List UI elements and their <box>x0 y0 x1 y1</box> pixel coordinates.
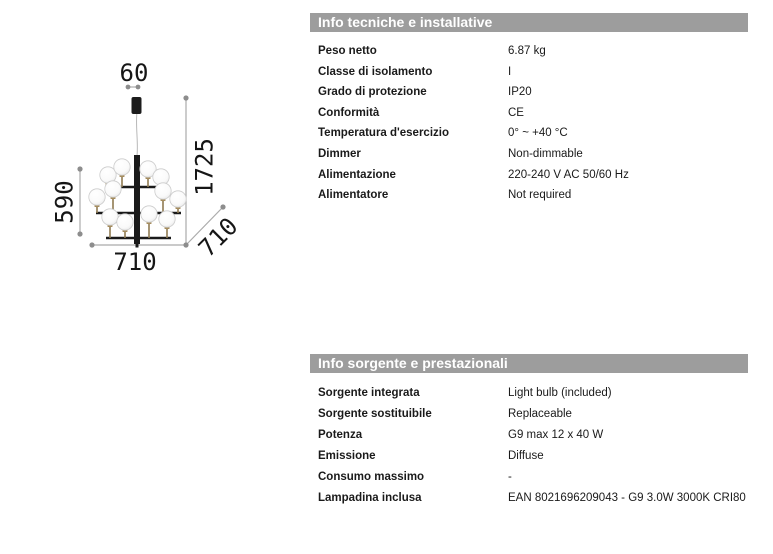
dimension-canopy-width-label: 60 <box>119 59 149 87</box>
section-info-sorgente <box>310 354 748 513</box>
spec-label: Lampadina inclusa <box>318 492 422 504</box>
spec-label: Sorgente integrata <box>318 387 420 399</box>
section-info-tecniche <box>310 13 748 210</box>
dimension-depth-label: 710 <box>193 212 244 263</box>
rod-finial <box>136 244 139 248</box>
spec-value: Light bulb (included) <box>508 387 612 399</box>
spec-value: CE <box>508 106 524 119</box>
spec-value: 6.87 kg <box>508 45 546 57</box>
spec-rows <box>310 387 748 513</box>
spec-row <box>310 450 748 471</box>
spec-label: Alimentazione <box>318 168 396 181</box>
dimension-width-label: 710 <box>113 248 157 276</box>
spec-row <box>310 86 748 107</box>
spec-value: Non-dimmable <box>508 147 583 160</box>
dimension-fixture-height-label: 590 <box>50 180 79 224</box>
spec-row <box>310 45 748 66</box>
central-rod <box>134 155 140 244</box>
spec-row <box>310 429 748 450</box>
spec-label: Emissione <box>318 450 376 462</box>
spec-label: Temperatura d'esercizio <box>318 127 449 140</box>
spec-row <box>310 387 748 408</box>
spec-label: Potenza <box>318 429 363 441</box>
spec-row <box>310 492 748 513</box>
spec-row <box>310 66 748 87</box>
spec-row <box>310 471 748 492</box>
spec-value: G9 max 12 x 40 W <box>508 429 604 441</box>
spec-value: 0° ~ +40 °C <box>508 127 568 140</box>
dimension-overall-height-label: 1725 <box>190 138 219 196</box>
spec-row <box>310 107 748 128</box>
chandelier-fixture <box>89 97 186 248</box>
chandelier-drawing-svg <box>0 0 300 300</box>
spec-row <box>310 127 748 148</box>
spec-label: Classe di isolamento <box>318 65 433 78</box>
spec-label: Dimmer <box>318 147 361 160</box>
spec-label: Grado di protezione <box>318 86 427 99</box>
spec-value: I <box>508 65 512 78</box>
spec-value: 220-240 V AC 50/60 Hz <box>508 168 629 181</box>
spec-label: Peso netto <box>318 45 377 57</box>
spec-label: Conformità <box>318 106 380 119</box>
spec-value: - <box>508 471 512 483</box>
spec-rows <box>310 45 748 210</box>
spec-value: IP20 <box>508 86 532 99</box>
spec-value: Diffuse <box>508 450 544 462</box>
spec-value: Not required <box>508 189 572 202</box>
suspension-wire <box>136 114 137 156</box>
spec-row <box>310 169 748 190</box>
spec-label: Consumo massimo <box>318 471 425 483</box>
spec-row <box>310 148 748 169</box>
spec-label: Sorgente sostituibile <box>318 408 432 420</box>
spec-row <box>310 189 748 210</box>
section-title: Info tecniche e installative <box>310 13 748 32</box>
spec-value: Replaceable <box>508 408 572 420</box>
section-title: Info sorgente e prestazionali <box>310 354 748 373</box>
spec-value: EAN 8021696209043 - G9 3.0W 3000K CRI80 <box>508 492 746 504</box>
spec-row <box>310 408 748 429</box>
product-dimension-drawing <box>0 0 300 300</box>
spec-label: Alimentatore <box>318 189 389 202</box>
ceiling-canopy <box>132 97 142 114</box>
